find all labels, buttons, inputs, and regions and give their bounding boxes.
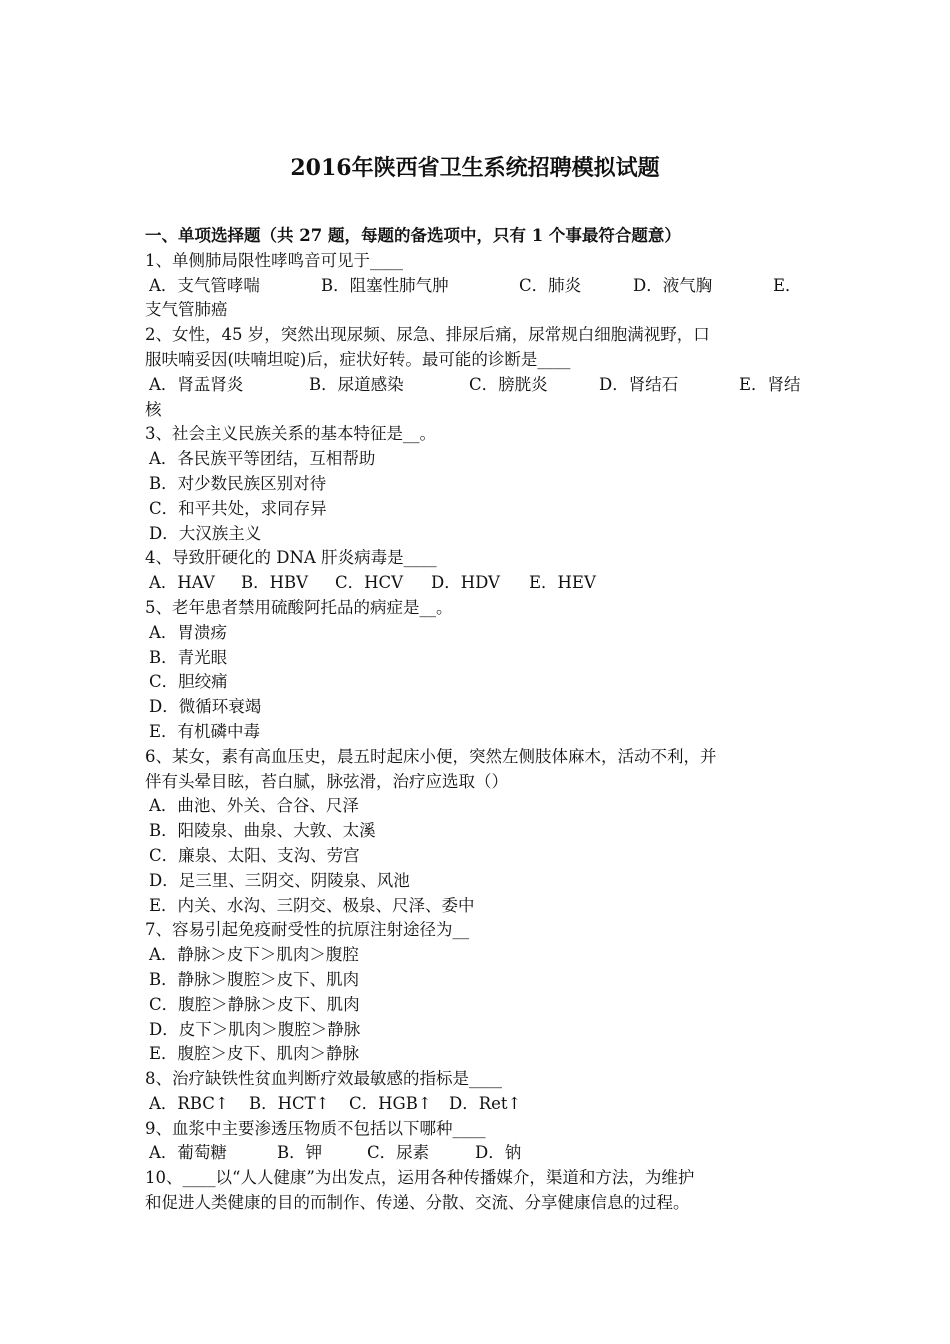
option-c: C．膀胱炎 — [469, 374, 548, 394]
option-d: D．Ret↑ — [449, 1093, 522, 1113]
section-heading: 一、单项选择题（共 27 题，每题的备选项中，只有 1 个事最符合题意） — [145, 226, 681, 245]
option-d: D．足三里、三阴交、阴陵泉、风池 — [149, 870, 410, 890]
option-e: E．HEV — [529, 573, 596, 593]
option-b: B．青光眼 — [149, 647, 228, 667]
question-8-options — [145, 1092, 807, 1117]
option-d: D．皮下＞肌肉＞腹腔＞静脉 — [149, 1019, 361, 1039]
option-d: D．HDV — [431, 573, 500, 593]
question-2-stem-line-2: 服呋喃妥因(呋喃坦啶)后，症状好转。最可能的诊断是____ — [145, 349, 571, 369]
option-d: D．大汉族主义 — [149, 523, 262, 543]
option-c: C．廉泉、太阳、支沟、劳宫 — [149, 845, 360, 865]
option-a: A．胃溃疡 — [149, 622, 227, 642]
option-b: B．HBV — [241, 573, 309, 593]
question-2-stem-line-1: 2、女性，45 岁，突然出现尿频、尿急、排尿后痛，尿常规白细胞满视野，口 — [145, 325, 710, 345]
option-b: B．对少数民族区别对待 — [149, 473, 327, 493]
question-10-stem-line-2: 和促进人类健康的目的而制作、传递、分散、交流、分享健康信息的过程。 — [145, 1193, 690, 1213]
option-a: A．肾盂肾炎 — [149, 374, 244, 394]
option-c: C．HGB↑ — [349, 1093, 432, 1113]
question-6-stem-line-2: 伴有头晕目眩，苔白腻，脉弦滑，治疗应选取（） — [145, 771, 508, 791]
option-c: C．和平共处，求同存异 — [149, 498, 327, 518]
question-4-options — [145, 571, 807, 596]
option-e: E． — [773, 275, 802, 295]
option-a: A．葡萄糖 — [149, 1143, 227, 1163]
option-c: C．肺炎 — [519, 275, 582, 295]
question-6-stem-line-1: 6、某女，素有高血压史，晨五时起床小便，突然左侧肢体麻木，活动不利，并 — [145, 746, 717, 766]
question-4-stem: 4、导致肝硬化的 DNA 肝炎病毒是____ — [145, 548, 437, 568]
option-b: B．阳陵泉、曲泉、大敦、太溪 — [149, 821, 376, 841]
option-c: C．腹腔＞静脉＞皮下、肌肉 — [149, 994, 360, 1014]
option-c: C．HCV — [335, 573, 404, 593]
option-b: B．钾 — [277, 1143, 323, 1163]
option-d: D．钠 — [475, 1143, 522, 1163]
option-e: E．有机磷中毒 — [149, 721, 261, 741]
option-a: A．曲池、外关、合谷、尺泽 — [149, 796, 359, 816]
option-b: B．阻塞性肺气肿 — [321, 275, 449, 295]
option-b: B．静脉＞腹腔＞皮下、肌肉 — [149, 969, 360, 989]
question-1-stem: 1、单侧肺局限性哮鸣音可见于____ — [145, 250, 403, 270]
option-d: D．微循环衰竭 — [149, 697, 262, 717]
question-1-option-e-continuation: 支气管肺癌 — [145, 300, 228, 320]
option-e: E．肾结 — [739, 374, 801, 394]
option-e: E．腹腔＞皮下、肌肉＞静脉 — [149, 1044, 360, 1064]
question-5-stem: 5、老年患者禁用硫酸阿托品的病症是__。 — [145, 597, 453, 617]
option-d: D．液气胸 — [633, 275, 713, 295]
option-e: E．内关、水沟、三阴交、极泉、尺泽、委中 — [149, 895, 475, 915]
document-title: 2016年陕西省卫生系统招聘模拟试题 — [290, 155, 660, 181]
option-c: C．胆绞痛 — [149, 672, 228, 692]
option-c: C．尿素 — [367, 1143, 430, 1163]
question-2-options — [145, 373, 807, 398]
option-a: A．静脉＞皮下＞肌肉＞腹腔 — [149, 945, 359, 965]
option-a: A．各民族平等团结，互相帮助 — [149, 449, 376, 469]
option-b: B．尿道感染 — [309, 374, 404, 394]
exam-content — [145, 224, 807, 1216]
question-3-stem: 3、社会主义民族关系的基本特征是__。 — [145, 424, 436, 444]
question-9-stem: 9、血浆中主要渗透压物质不包括以下哪种____ — [145, 1118, 486, 1138]
option-b: B．HCT↑ — [249, 1093, 330, 1113]
option-a: A．RBC↑ — [149, 1093, 229, 1113]
question-2-option-e-continuation: 核 — [145, 399, 162, 419]
question-10-stem-line-1: 10、____以“人人健康”为出发点，运用各种传播媒介，渠道和方法，为维护 — [145, 1168, 695, 1188]
question-8-stem: 8、治疗缺铁性贫血判断疗效最敏感的指标是____ — [145, 1069, 502, 1089]
option-a: A．支气管哮喘 — [149, 275, 260, 295]
option-a: A．HAV — [149, 573, 215, 593]
question-7-stem: 7、容易引起免疫耐受性的抗原注射途径为__ — [145, 920, 469, 940]
option-d: D．肾结石 — [599, 374, 679, 394]
question-1-options — [145, 274, 807, 299]
question-9-options — [145, 1141, 807, 1166]
